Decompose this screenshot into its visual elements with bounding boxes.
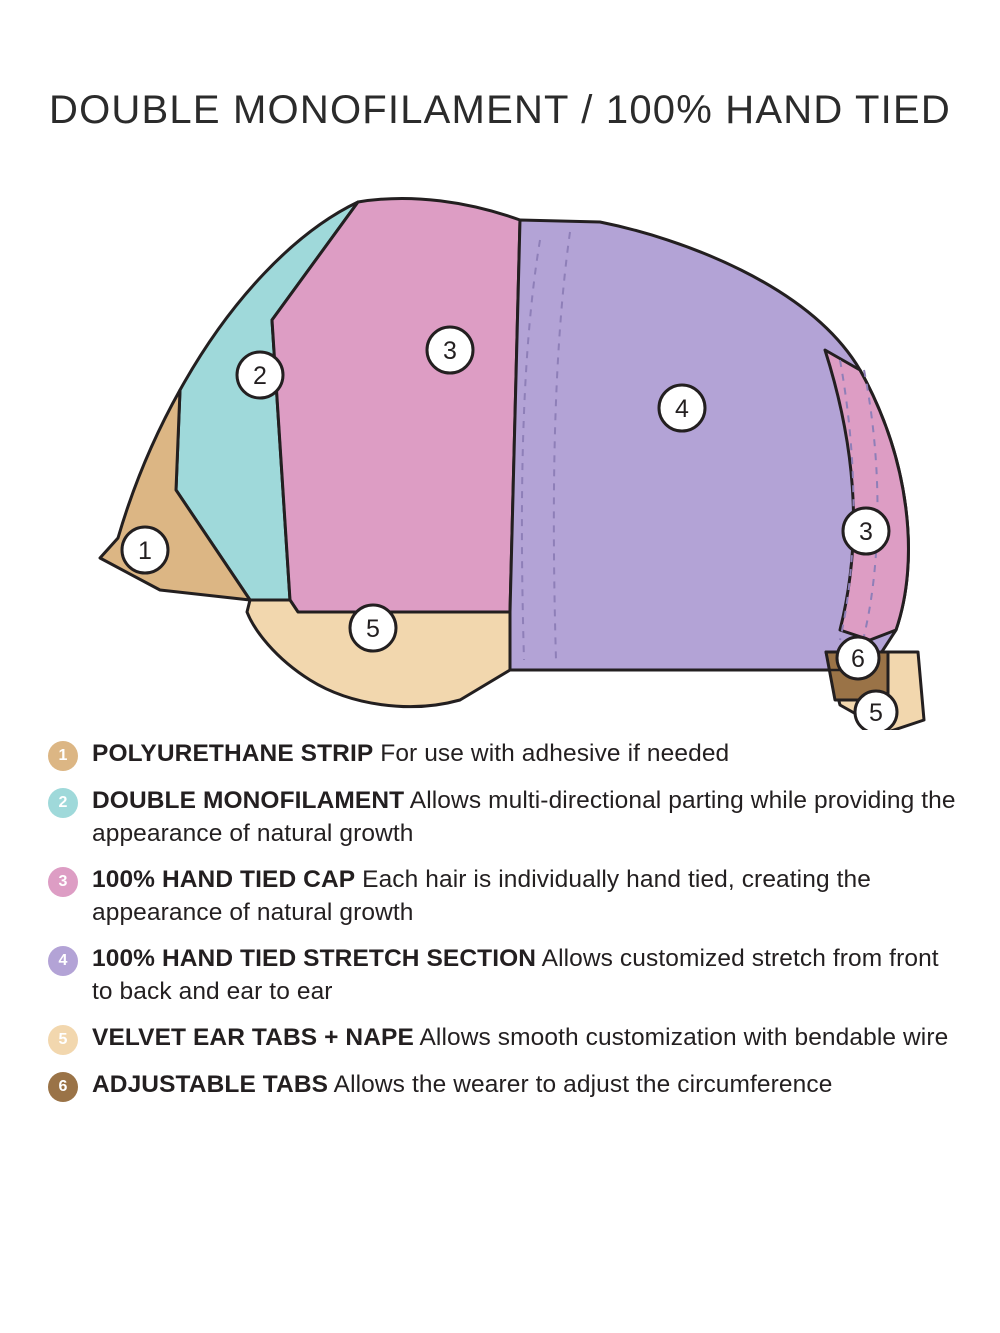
legend-badge: 6: [48, 1072, 78, 1102]
legend-text: [92, 1022, 948, 1055]
legend-badge: 4: [48, 946, 78, 976]
legend-label: 100% HAND TIED CAP: [92, 866, 356, 894]
legend-text: [92, 864, 958, 929]
legend-label: 100% HAND TIED STRETCH SECTION: [92, 945, 537, 973]
legend-label: DOUBLE MONOFILAMENT: [92, 787, 405, 814]
callout-label: 5: [366, 615, 380, 643]
callout-4: [659, 385, 705, 431]
callout-3-right: [843, 508, 889, 554]
legend-badge: 5: [48, 1025, 78, 1055]
legend-desc: Allows smooth customization with bendable wire: [419, 1024, 949, 1052]
callout-5: [350, 605, 396, 651]
legend-desc: For use with adhesive if needed: [380, 740, 730, 767]
legend-label: VELVET EAR TABS + NAPE: [92, 1024, 414, 1052]
callout-1: [122, 527, 168, 573]
callout-2: [237, 352, 283, 398]
callout-label: 6: [851, 645, 865, 673]
legend-item-polyurethane: [48, 738, 958, 771]
legend-desc: Allows customized stretch from front to back and ear to ear: [92, 945, 939, 1005]
callout-5-nape: [855, 691, 897, 730]
cap-construction-diagram: [40, 160, 960, 730]
legend-label: ADJUSTABLE TABS: [92, 1071, 329, 1099]
legend-desc: Allows the wearer to adjust the circumference: [333, 1071, 833, 1099]
legend-text: [92, 785, 958, 850]
legend-item-velvet-ear-tabs: [48, 1022, 958, 1055]
legend-desc: Each hair is individually hand tied, creating the appearance of natural growth: [92, 866, 871, 926]
legend-text: [92, 943, 958, 1008]
callout-label: 5: [869, 699, 883, 727]
callout-label: 2: [253, 362, 267, 390]
legend-desc: Allows multi-directional parting while providing the appearance of natural growth: [92, 787, 956, 847]
callout-label: 3: [859, 518, 873, 546]
legend-badge: 2: [48, 788, 78, 818]
legend-label: POLYURETHANE STRIP: [92, 740, 374, 767]
legend-item-hand-tied-cap: [48, 864, 958, 929]
legend-item-double-monofilament: [48, 785, 958, 850]
callout-label: 4: [675, 395, 689, 423]
legend-text: [92, 738, 729, 771]
legend-badge: 1: [48, 741, 78, 771]
callout-label: 3: [443, 337, 457, 365]
callout-3: [427, 327, 473, 373]
legend-text: [92, 1069, 832, 1102]
legend: [48, 738, 958, 1116]
callout-label: 1: [138, 537, 152, 565]
legend-item-adjustable-tabs: [48, 1069, 958, 1102]
legend-item-stretch-section: [48, 943, 958, 1008]
legend-badge: 3: [48, 867, 78, 897]
page-title: DOUBLE MONOFILAMENT / 100% HAND TIED: [49, 88, 951, 132]
callout-6: [837, 637, 879, 679]
